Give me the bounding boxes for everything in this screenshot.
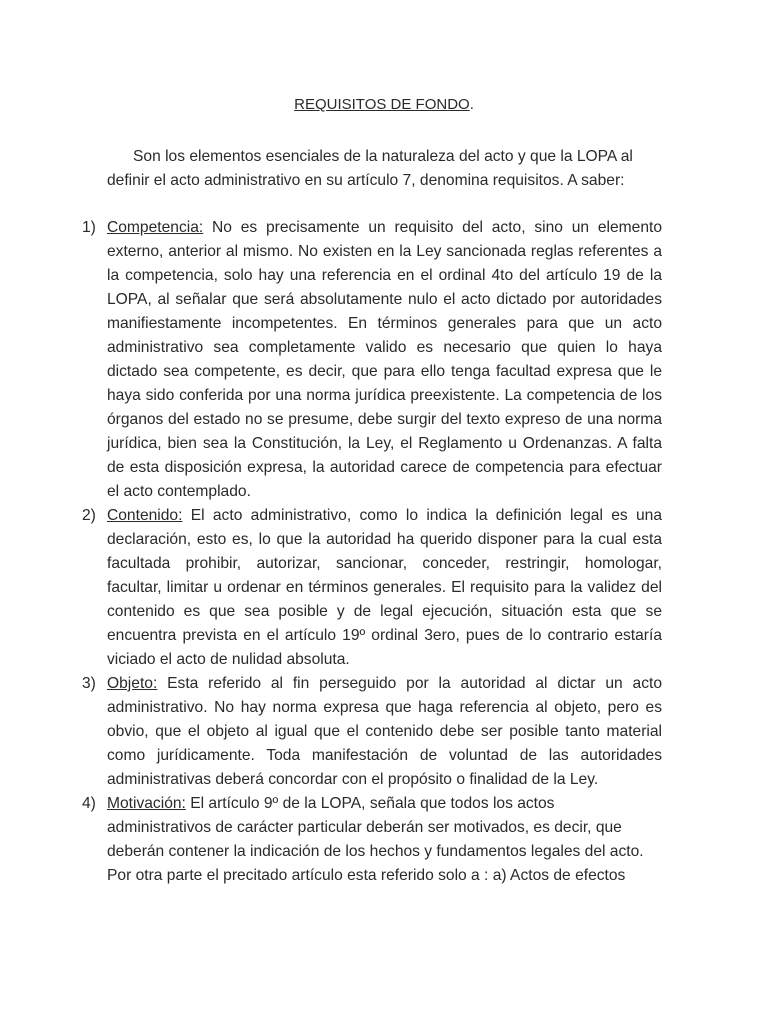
list-item-body <box>107 792 662 888</box>
list-item-text: como jurídicamente. Toda manifestación de voluntad de las autoridades <box>107 747 662 764</box>
list-item-number: 4) <box>82 795 96 812</box>
list-item-text: deberán contener la indicación de los hechos y fundamentos legales del acto. <box>107 843 644 860</box>
list-item-text: administrativas deberá concordar con el propósito o finalidad de la Ley. <box>107 771 599 788</box>
list-item-text: obvio, que el objeto al igual que el contenido debe ser posible tanto material <box>107 723 662 740</box>
list-item-text: haya sido conferida por una norma jurídica preexistente. La competencia de los <box>107 387 662 404</box>
list-item-label: Contenido: <box>107 507 183 524</box>
intro-line: definir el acto administrativo en su artículo 7, denomina requisitos. A saber: <box>107 172 625 189</box>
list-item-text: de esta disposición expresa, la autoridad carece de competencia para efectuar <box>107 459 662 476</box>
list-item-text: No es precisamente un requisito del acto, sino un elemento <box>203 219 662 236</box>
list-item-text: encuentra prevista en el artículo 19º ordinal 3ero, pues de lo contrario estaría <box>107 627 662 644</box>
list-item-number: 3) <box>82 675 96 692</box>
list-item-text: Esta referido al fin perseguido por la autoridad al dictar un acto <box>157 675 662 692</box>
list-item-text: el acto contemplado. <box>107 483 251 500</box>
list-item-label: Competencia: <box>107 219 204 236</box>
list-item-text: manifiestamente incompetentes. En términos generales para que un acto <box>107 315 662 332</box>
document-title-text: REQUISITOS DE FONDO <box>294 96 470 113</box>
list-item-text: El artículo 9º de la LOPA, señala que todos los actos <box>185 795 555 812</box>
list-item-text: administrativo sea completamente valido es necesario que quien lo haya <box>107 339 662 356</box>
intro-line: Son los elementos esenciales de la naturaleza del acto y que la LOPA al <box>133 148 633 165</box>
list-item-text: contenido es que sea posible y de legal ejecución, situación esta que se <box>107 603 662 620</box>
list-item-text: viciado el acto de nulidad absoluta. <box>107 651 350 668</box>
document-title <box>0 95 768 115</box>
document-title-period: . <box>469 96 474 113</box>
list-item-text: administrativos de carácter particular deberán ser motivados, es decir, que <box>107 819 622 836</box>
list-item-text: dictado sea competente, es decir, que para ello tenga facultad expresa que le <box>107 363 662 380</box>
list-item-text: la competencia, solo hay una referencia en el ordinal 4to del artículo 19 de la <box>107 267 662 284</box>
list-item-number: 1) <box>82 219 96 236</box>
list-item-number: 2) <box>82 507 96 524</box>
list-item-text: LOPA, al señalar que será absolutamente nulo el acto dictado por autoridades <box>107 291 662 308</box>
list-item-text: facultar, limitar u ordenar en términos generales. El requisito para la validez del <box>107 579 662 596</box>
list-item-body <box>107 216 662 504</box>
list-item-text: administrativo. No hay norma expresa que haga referencia al objeto, pero es <box>107 699 662 716</box>
list-item-text: externo, anterior al mismo. No existen en la Ley sancionada reglas referentes a <box>107 243 662 260</box>
list-item-text: jurídica, bien sea la Constitución, la Ley, el Reglamento u Ordenanzas. A falta <box>107 435 662 452</box>
list-item-body <box>107 504 662 672</box>
list-item-text: órganos del estado no se presume, debe surgir del texto expreso de una norma <box>107 411 662 428</box>
list-item-text: declaración, esto es, lo que la autoridad ha querido disponer para la cual esta <box>107 531 662 548</box>
list-item-text: El acto administrativo, como lo indica la definición legal es una <box>182 507 662 524</box>
list-item-body <box>107 672 662 792</box>
list-item-label: Motivación: <box>107 795 186 812</box>
list-item-text: facultada prohibir, autorizar, sancionar, conceder, restringir, homologar, <box>107 555 662 572</box>
intro-paragraph <box>107 145 667 193</box>
list-item-text: Por otra parte el precitado artículo esta referido solo a : a) Actos de efectos <box>107 867 626 884</box>
list-item-label: Objeto: <box>107 675 158 692</box>
